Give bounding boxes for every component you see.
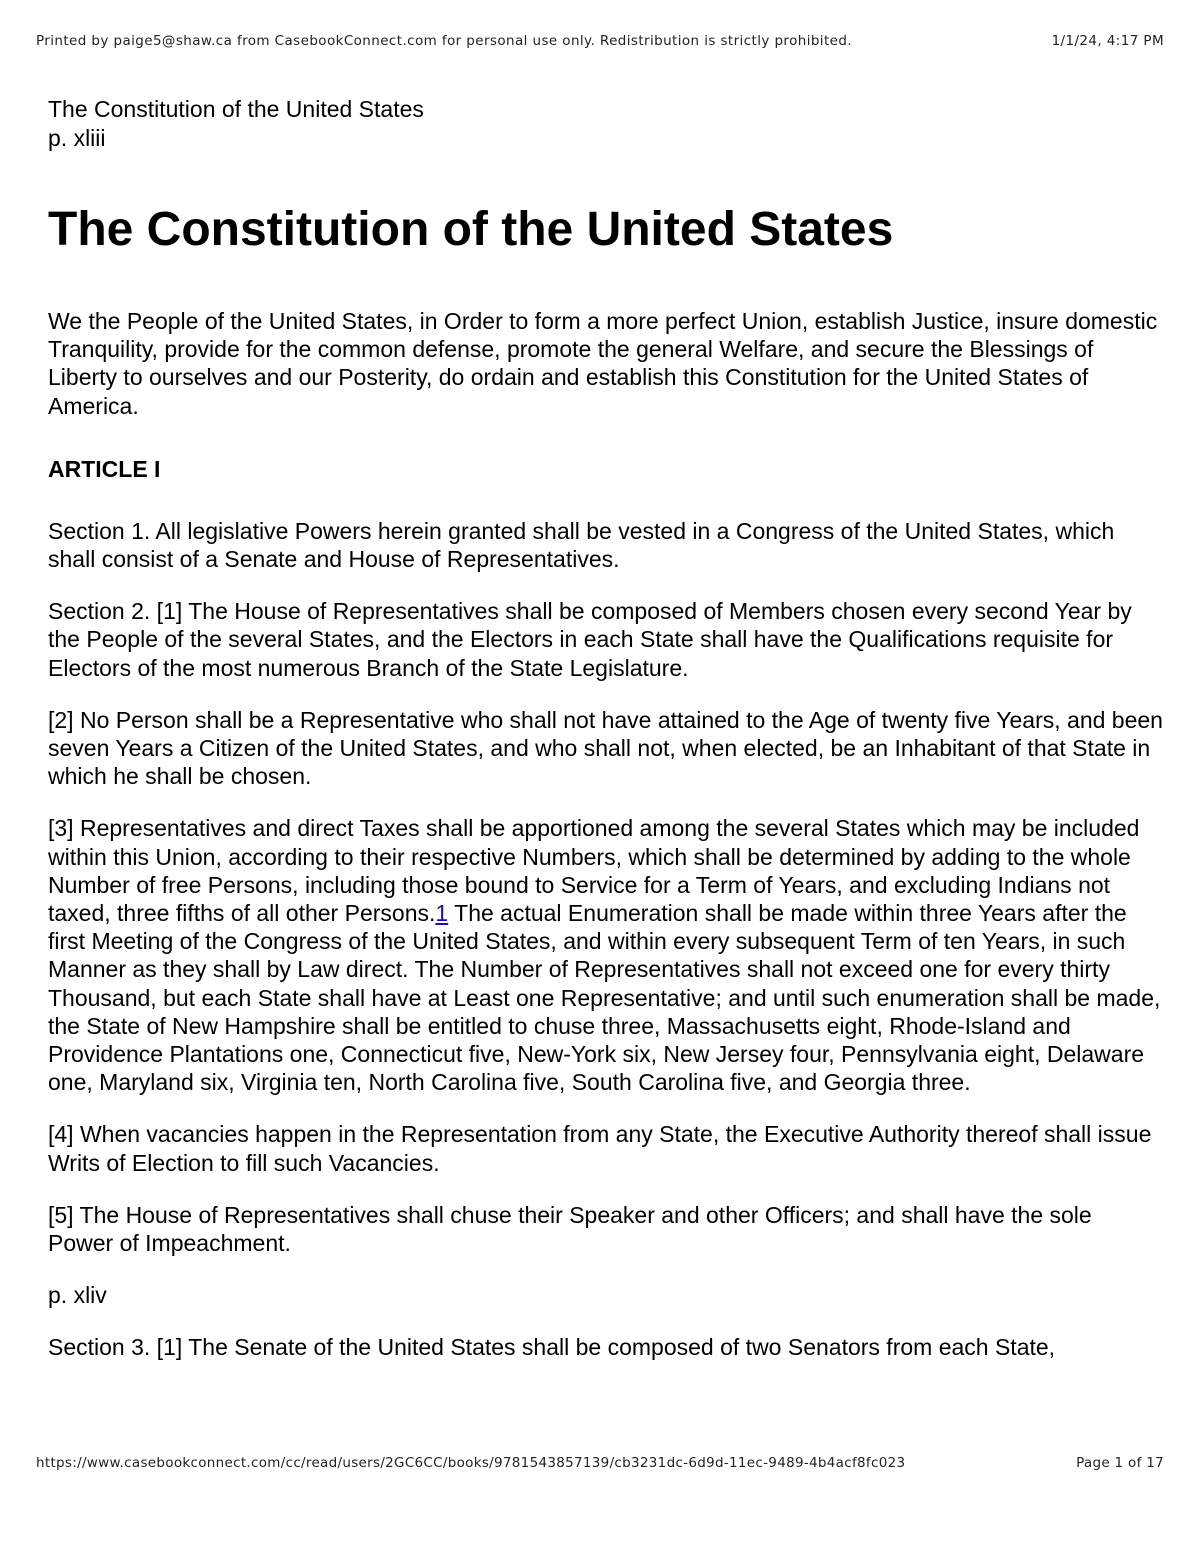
section-2-clause-5-paragraph: [5] The House of Representatives shall chuse their Speaker and other Officers; and shall have the sole Power of Impeachment.: [48, 1201, 1092, 1257]
footnote-link[interactable]: 1: [435, 900, 449, 927]
section-1-paragraph: Section 1. All legislative Powers herein granted shall be vested in a Congress of the United States, which shall consist of a Senate and House of Representatives.: [48, 517, 1115, 573]
section-2-clause-3-paragraph: [48, 814, 1163, 1096]
article-heading: ARTICLE I: [48, 455, 161, 482]
preamble-paragraph: We the People of the United States, in Order to form a more perfect Union, establish Justice, insure domestic Tranquility, provide for the common defense, promote the general Welfare, and secure the Blessings of Liberty to ourselves and our Posterity, do ordain and establish this Constitution for the United States of America.: [48, 308, 1158, 419]
print-header: [36, 33, 1164, 53]
section-2-clause-4-paragraph: [4] When vacancies happen in the Representation from any State, the Executive Authority thereof shall issue Writs of Election to fill such Vacancies.: [48, 1121, 1152, 1176]
document-body: [48, 95, 1163, 1362]
meta-title: The Constitution of the United States: [48, 96, 424, 122]
section-2-clause-2-paragraph: [2] No Person shall be a Representative who shall not have attained to the Age of twenty five Years, and been seven Years a Citizen of the United States, and who shall not, when elected, be an Inhabitant of that State in which he shall be chosen.: [48, 706, 1163, 790]
print-footer-url: https://www.casebookconnect.com/cc/read/users/2GC6CC/books/9781543857139/cb3231dc-6d9d-11ec-9489-4b4acf8fc023: [36, 1455, 906, 1471]
print-header-notice: Printed by paige5@shaw.ca from CasebookConnect.com for personal use only. Redistribution is strictly prohibited.: [36, 33, 853, 49]
print-footer-page-count: Page 1 of 17: [1076, 1455, 1164, 1471]
document-meta: [48, 95, 1163, 153]
page-marker: p. xliv: [48, 1282, 107, 1309]
page-title: The Constitution of the United States: [48, 203, 894, 256]
section-3-clause-1-paragraph: Section 3. [1] The Senate of the United States shall be composed of two Senators from each State,: [48, 1334, 1056, 1361]
print-header-timestamp: 1/1/24, 4:17 PM: [1051, 33, 1164, 49]
meta-page-number: p. xliii: [48, 125, 106, 151]
section-2-clause-3-text-b: The actual Enumeration shall be made within three Years after the first Meeting of the Congress of the United States, and within every subsequent Term of ten Years, in such Manner as they shall by Law direct. The Number of Representatives shall not exceed one for every thirty Thousand, but each State shall have at Least one Representative; and until such enumeration shall be made, the State of New Hampshire shall be entitled to chuse three, Massachusetts eight, Rhode-Island and Providence Plantations one, Connecticut five, New-York six, New Jersey four, Pennsylvania eight, Delaware one, Maryland six, Virginia ten, North Carolina five, South Carolina five, and Georgia three.: [48, 900, 1161, 1096]
print-footer: [36, 1455, 1164, 1475]
section-2-clause-3-text-a: [3] Representatives and direct Taxes shall be apportioned among the several States which may be included within this Union, according to their respective Numbers, which shall be determined by adding to the whole Number of free Persons, including those bound to Service for a Term of Years, and excluding Indians not taxed, three fifths of all other Persons.: [48, 815, 1140, 927]
section-2-clause-1-paragraph: Section 2. [1] The House of Representatives shall be composed of Members chosen every second Year by the People of the several States, and the Electors in each State shall have the Qualifications requisite for Electors of the most numerous Branch of the State Legislature.: [48, 598, 1132, 681]
